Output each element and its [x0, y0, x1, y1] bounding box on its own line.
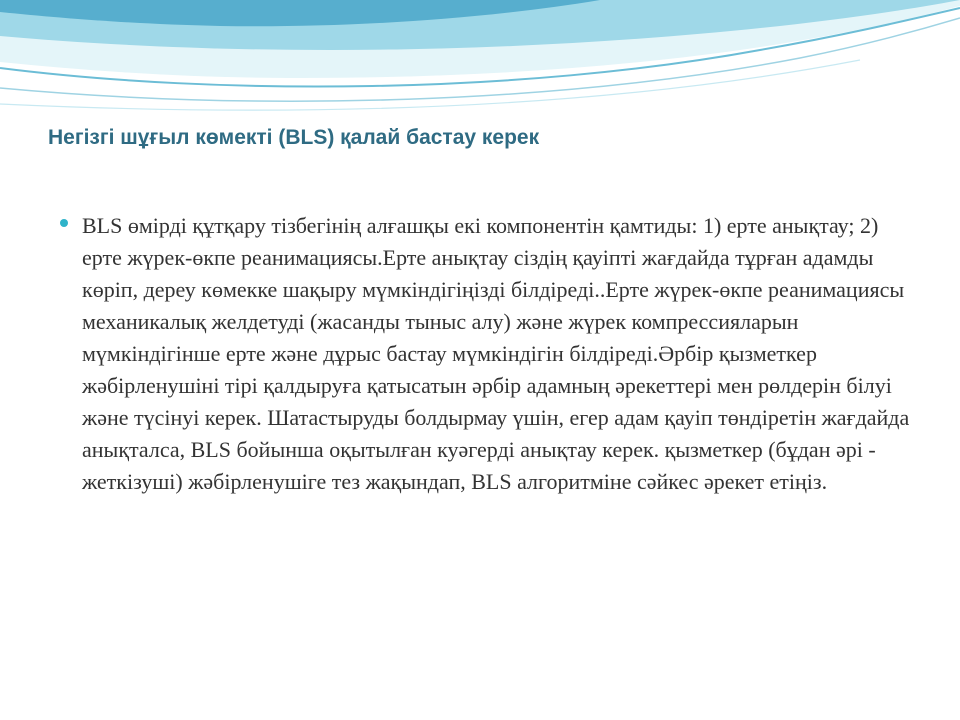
- bullet-item: [60, 210, 920, 498]
- bullet-dot-icon: [60, 219, 68, 227]
- slide-title: Негізгі шұғыл көмекті (BLS) қалай бастау керек: [48, 126, 540, 149]
- slide-content: [60, 210, 920, 498]
- header-wave-decoration: [0, 0, 960, 120]
- bullet-text: BLS өмірді құтқару тізбегінің алғашқы екі компонентін қамтиды: 1) ерте анықтау; 2) ерте жүрек-өкпе реанимациясы.Ерте анықтау сіздің қауіпті жағдайда тұрған адамды көріп, дереу көмекке шақыру мүмкіндігіңізді білдіреді..Ерте жүрек-өкпе реанимациясы механикалық желдетуді (жасанды тыныс алу) және жүрек компрессияларын мүмкіндігінше ерте және дұрыс бастау мүмкіндігін білдіреді.Әрбір қызметкер жәбірленушіні тірі қалдыруға қатысатын әрбір адамның әрекеттері мен рөлдерін білуі және түсінуі керек. Шатастыруды болдырмау үшін, егер адам қауіп төндіретін жағдайда анықталса, BLS бойынша оқытылған куәгерді анықтау керек. қызметкер (бұдан әрі - жеткізуші) жәбірленушіге тез жақындап, BLS алгоритміне сәйкес әрекет етіңіз.: [82, 213, 910, 494]
